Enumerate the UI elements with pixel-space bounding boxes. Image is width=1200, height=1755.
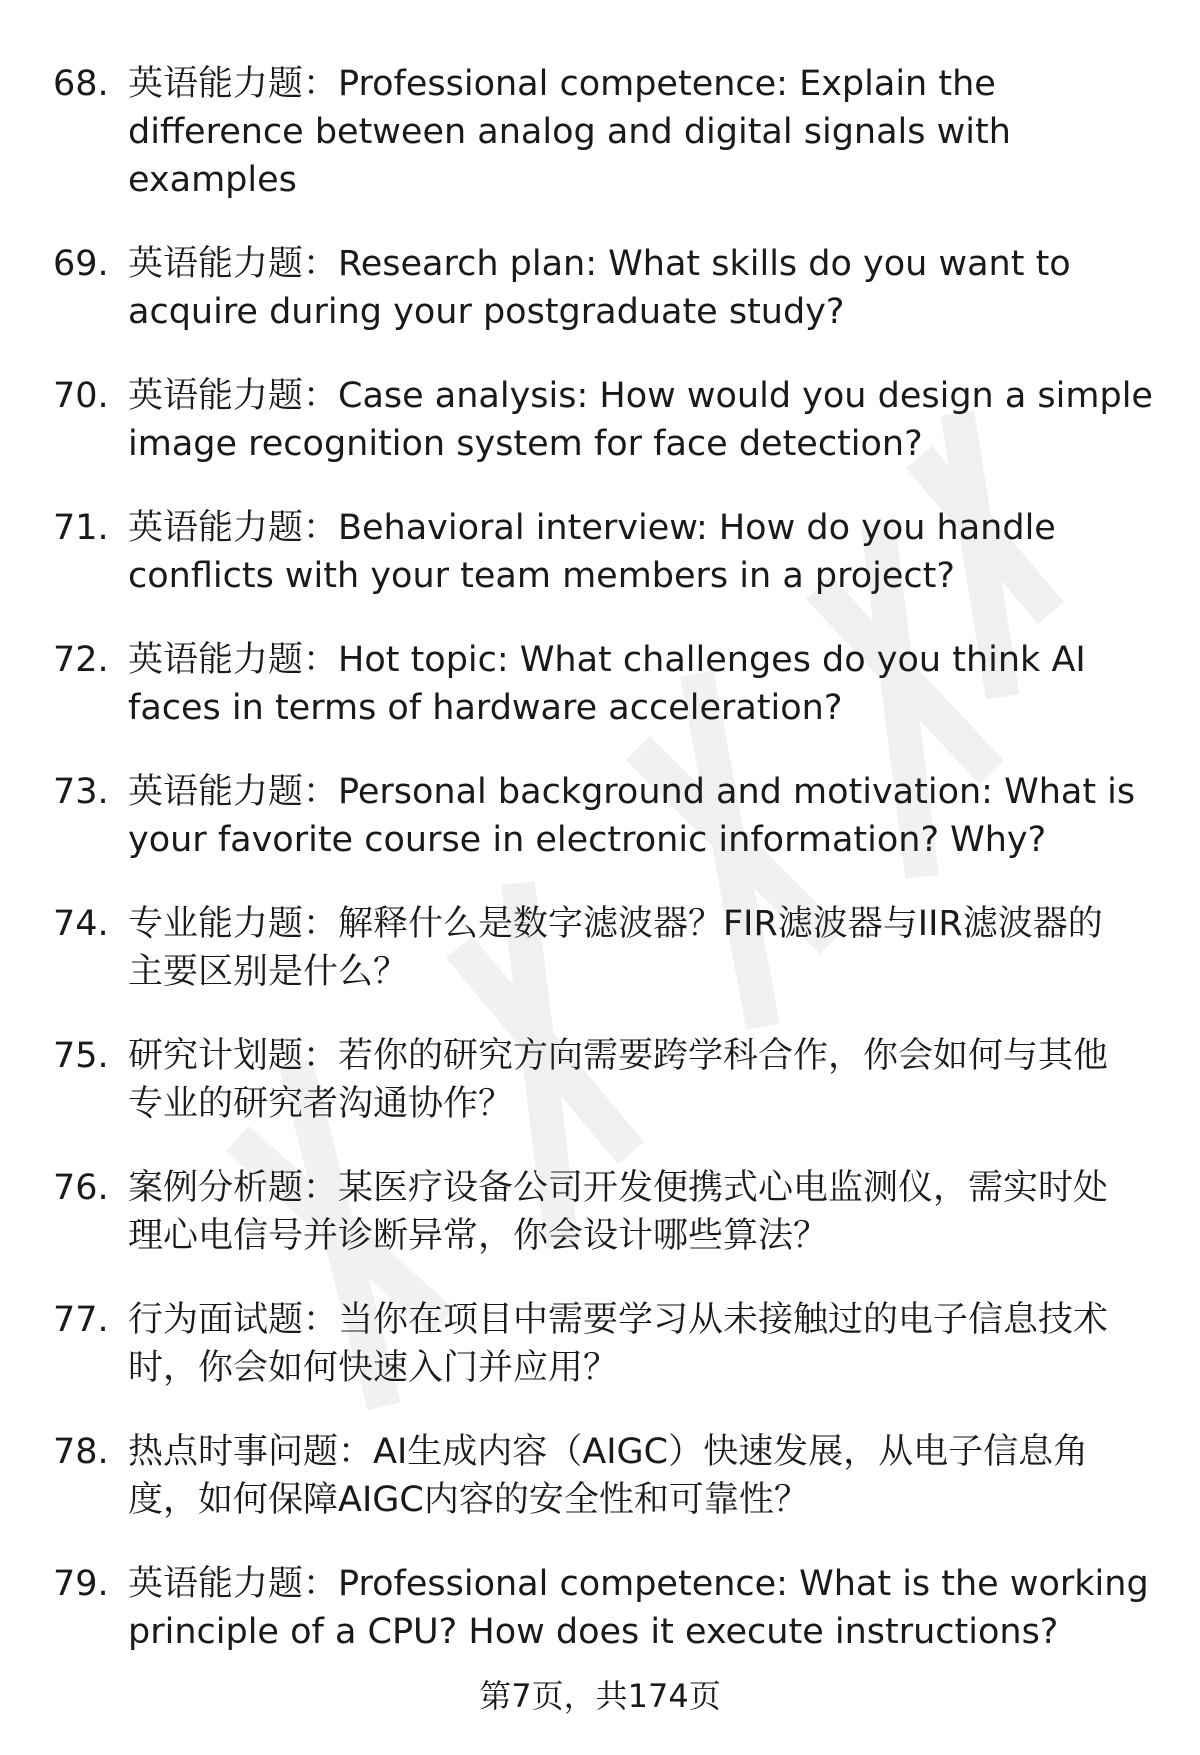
question-number: 68. — [53, 64, 109, 104]
question-number: 77. — [53, 1300, 109, 1340]
question-text-line: your favorite course in electronic information? Why? — [128, 820, 1047, 860]
question-text-line: 英语能力题：Research plan: What skills do you want to — [128, 244, 1071, 284]
question-text-line: difference between analog and digital signals with — [128, 112, 1011, 152]
question-number: 74. — [53, 904, 109, 944]
question-number: 79. — [53, 1564, 109, 1604]
question-text-line: 英语能力题：Behavioral interview: How do you handle — [128, 508, 1056, 548]
question-text-line: conflicts with your team members in a project? — [128, 556, 955, 596]
question-text-line: examples — [128, 160, 297, 200]
question-text-line: acquire during your postgraduate study? — [128, 292, 845, 332]
question-text-line: 时，你会如何快速入门并应用？ — [128, 1348, 619, 1388]
question-text-line: 主要区别是什么？ — [128, 952, 409, 992]
question-text-line: 案例分析题：某医疗设备公司开发便携式心电监测仪，需实时处 — [128, 1168, 1109, 1208]
question-number: 73. — [53, 772, 109, 812]
question-number: 69. — [53, 244, 109, 284]
question-number: 71. — [53, 508, 109, 548]
question-number: 70. — [53, 376, 109, 416]
question-text-line: 专业能力题：解释什么是数字滤波器？FIR滤波器与IIR滤波器的 — [128, 904, 1103, 944]
question-text-line: 理心电信号并诊断异常，你会设计哪些算法？ — [128, 1216, 829, 1256]
question-number: 76. — [53, 1168, 109, 1208]
question-text-line: faces in terms of hardware acceleration? — [128, 688, 843, 728]
question-text-line: 英语能力题：Personal background and motivation: What is — [128, 772, 1136, 812]
question-text-line: 研究计划题：若你的研究方向需要跨学科合作，你会如何与其他 — [128, 1036, 1109, 1076]
question-text-line: 度，如何保障AIGC内容的安全性和可靠性？ — [128, 1480, 809, 1520]
question-text-line: 行为面试题：当你在项目中需要学习从未接触过的电子信息技术 — [128, 1300, 1109, 1340]
question-text-line: 英语能力题：Case analysis: How would you design a simple — [128, 376, 1153, 416]
question-text-line: 英语能力题：Hot topic: What challenges do you think AI — [128, 640, 1086, 680]
question-text-line: image recognition system for face detection? — [128, 424, 923, 464]
question-text-line: 英语能力题：Professional competence: What is the working — [128, 1564, 1149, 1604]
page-footer: 第7页，共174页 — [479, 1677, 721, 1715]
question-text-line: 热点时事问题：AI生成内容（AIGC）快速发展，从电子信息角 — [128, 1432, 1089, 1472]
question-text-line: 英语能力题：Professional competence: Explain the — [128, 64, 996, 104]
question-number: 72. — [53, 640, 109, 680]
question-number: 75. — [53, 1036, 109, 1076]
question-number: 78. — [53, 1432, 109, 1472]
question-text-line: 专业的研究者沟通协作？ — [128, 1084, 514, 1124]
question-text-line: principle of a CPU? How does it execute instructions? — [128, 1612, 1059, 1652]
